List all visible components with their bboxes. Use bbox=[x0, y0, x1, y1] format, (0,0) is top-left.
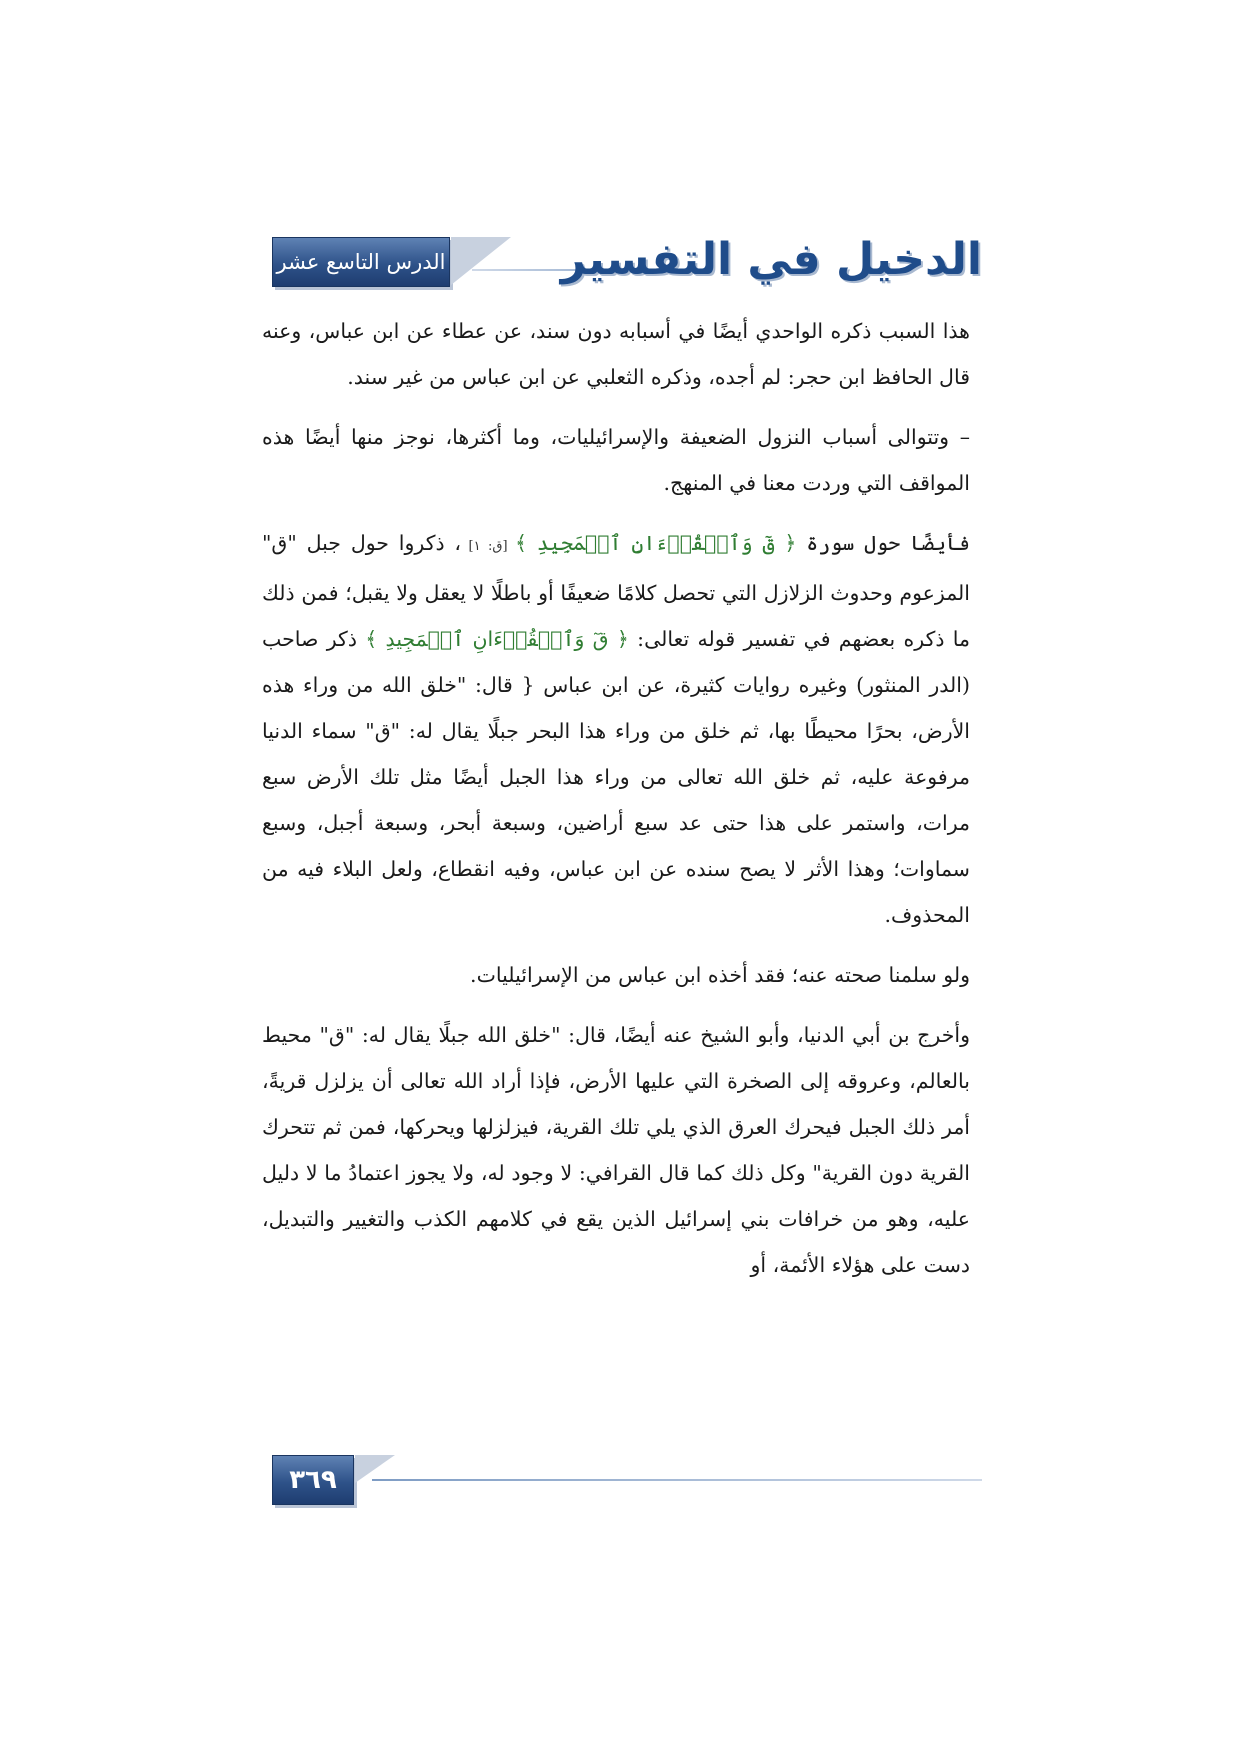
footer-rule bbox=[372, 1479, 982, 1481]
paragraph-5: وأخرج بن أبي الدنيا، وأبو الشيخ عنه أيضًا، قال: "خلق الله جبلًا يقال له: "ق" محيط بالعالم، وعروقه إلى الصخرة التي عليها الأرض، فإذا أراد الله تعالى أن يزلزل قريةً، أمر ذلك الجبل فيحرك العرق الذي يلي تلك القرية، فيزلزلها ويحركها، فمن ثم تتحرك القرية دون القرية" وكل ذلك كما قال القرافي: لا وجود له، ولا يجوز اعتمادُ ما لا دليل عليه، وهو من خرافات بني إسرائيل الذين يقع في كلامهم الكذب والتغيير والتبديل، دست على هؤلاء الأئمة، أو bbox=[262, 1023, 970, 1277]
lesson-badge-tail bbox=[451, 237, 511, 285]
page-header bbox=[272, 225, 982, 295]
paragraph-3-part-2: ، ذكروا حول جبل "ق" المزعوم وحدوث الزلازل التي تحصل كلامًا ضعيفًا أو باطلًا لا يعقل ولا يقبل؛ فمن ذلك ما ذكره بعضهم في تفسير قوله تعالى: bbox=[262, 531, 971, 651]
page-body bbox=[262, 308, 970, 1302]
paragraph-3-part-3: ذكر صاحب (الدر المنثور) وغيره روايات كثيرة، عن ابن عباس { قال: "خلق الله من وراء هذه الأرض، بحرًا محيطًا بها، ثم خلق من وراء هذا البحر جبلًا يقال له: "ق" سماء الدنيا مرفوعة عليه، ثم خلق الله تعالى من وراء هذا الجبل أيضًا مثل تلك الأرض سبع مرات، واستمر على هذا حتى عد سبع أراضين، وسبعة أبحر، وسبعة أجبل، وسبع سماوات؛ وهذا الأثر لا يصح سنده عن ابن عباس، وفيه انقطاع، ولعل البلاء فيه من المحذوف. bbox=[262, 627, 970, 927]
paragraph-2: – وتتوالى أسباب النزول الضعيفة والإسرائيليات، وما أكثرها، نوجز منها أيضًا هذه المواقف التي وردت معنا في المنهج. bbox=[262, 425, 970, 495]
quran-verse-2: ﴿ قٓ وَٱلۡقُرۡءَانِ ٱلۡمَجِيدِ ﴾ bbox=[365, 627, 629, 651]
lesson-badge: الدرس التاسع عشر bbox=[272, 237, 450, 287]
document-title: الدخيل في التفسير bbox=[560, 234, 982, 285]
paragraph-4: ولو سلمنا صحته عنه؛ فقد أخذه ابن عباس من الإسرائيليات. bbox=[470, 963, 970, 987]
paragraph-3-part-1: فأيضًا حول سورة bbox=[796, 531, 971, 555]
verse-reference: [ق: ١] bbox=[461, 539, 516, 554]
page-footer bbox=[272, 1455, 982, 1507]
page-number: ٣٦٩ bbox=[272, 1455, 354, 1505]
paragraph-1: هذا السبب ذكره الواحدي أيضًا في أسبابه دون سند، عن عطاء عن ابن عباس، وعنه قال الحافظ ابن حجر: لم أجده، وذكره الثعلبي عن ابن عباس من غير سند. bbox=[262, 319, 970, 389]
quran-verse-1: ﴿ قٓ وَٱلۡقُرۡءَانِ ٱلۡمَجِيدِ ﴾ bbox=[515, 531, 797, 555]
paragraph-3 bbox=[262, 520, 970, 938]
